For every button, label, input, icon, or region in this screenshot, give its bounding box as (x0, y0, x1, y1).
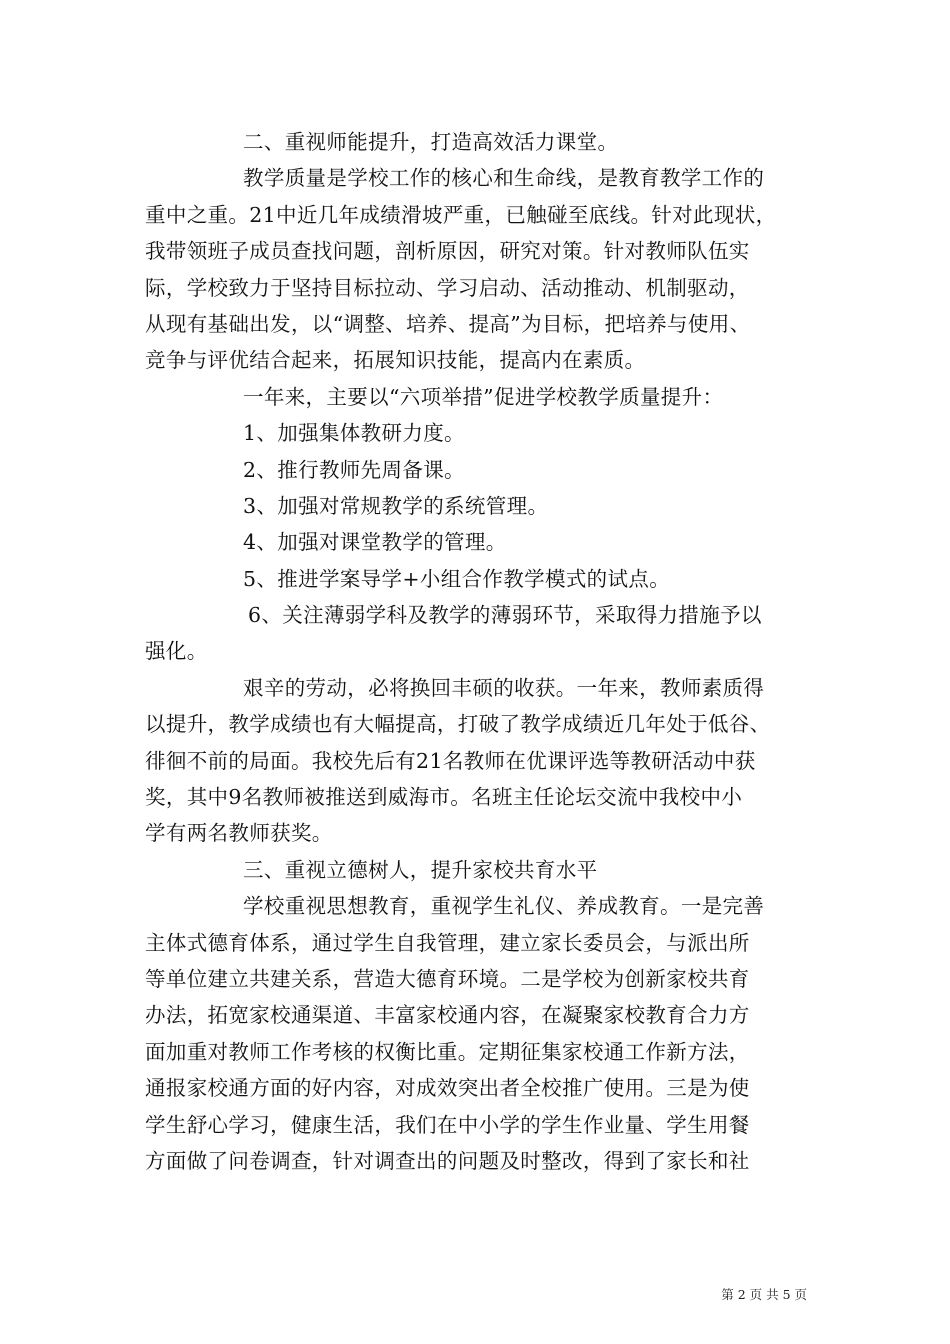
paragraph-line: 通报家校通方面的好内容，对成效突出者全校推广使用。三是为使 (145, 1076, 750, 1101)
section-heading: 三、重视立德树人，提升家校共育水平 (243, 857, 598, 882)
section-heading: 二、重视师能提升，打造高效活力课堂。 (243, 130, 619, 154)
paragraph-line: 办法，拓宽家校通渠道、丰富家校通内容，在凝聚家校教育合力方 (145, 1003, 750, 1028)
paragraph-line: 我带领班子成员查找问题，剖析原因，研究对策。针对教师队伍实 (145, 239, 750, 264)
list-item: 4、加强对课堂教学的管理。 (243, 530, 507, 555)
paragraph-line: 际，学校致力于坚持目标拉动、学习启动、活动推动、机制驱动， (145, 275, 750, 300)
list-item-continuation: 强化。 (145, 639, 208, 664)
paragraph-line: 竞争与评优结合起来，拓展知识技能，提高内在素质。 (145, 348, 646, 373)
list-item: 3、加强对常规教学的系统管理。 (243, 493, 549, 518)
paragraph-line: 教学质量是学校工作的核心和生命线，是教育教学工作的 (243, 166, 765, 191)
paragraph-line: 主体式德育体系，通过学生自我管理，建立家长委员会，与派出所 (145, 930, 750, 955)
paragraph-line: 面加重对教师工作考核的权衡比重。定期征集家校通工作新方法， (145, 1039, 750, 1064)
paragraph-line: 艰辛的劳动，必将换回丰硕的收获。一年来，教师素质得 (243, 675, 765, 700)
paragraph-line: 学校重视思想教育，重视学生礼仪、养成教育。一是完善 (243, 894, 765, 919)
list-item: 1、加强集体教研力度。 (243, 421, 465, 446)
page-number-footer: 第 2 页 共 5 页 (721, 1287, 807, 1302)
paragraph-line: 徘徊不前的局面。我校先后有21名教师在优课评选等教研活动中获 (145, 748, 756, 773)
list-item: 2、推行教师先周备课。 (243, 457, 465, 482)
paragraph-line: 等单位建立共建关系，营造大德育环境。二是学校为创新家校共育 (145, 966, 750, 991)
paragraph-line: 重中之重。21中近几年成绩滑坡严重，已触碰至底线。针对此现状， (145, 202, 777, 227)
document-body (145, 124, 810, 1179)
paragraph-line: 奖，其中9名教师被推送到威海市。名班主任论坛交流中我校中小 (145, 785, 743, 810)
paragraph-line: 学生舒心学习，健康生活，我们在中小学的学生作业量、学生用餐 (145, 1112, 750, 1137)
paragraph-line: 以提升，教学成绩也有大幅提高，打破了教学成绩近几年处于低谷、 (145, 712, 771, 737)
paragraph-line: 学有两名教师获奖。 (145, 821, 333, 846)
list-item: 5、推进学案导学+小组合作教学模式的试点。 (243, 566, 671, 591)
paragraph-line: 从现有基础出发，以“调整、培养、提高”为目标，把培养与使用、 (145, 311, 751, 336)
list-item: 6、关注薄弱学科及教学的薄弱环节，采取得力措施予以 (248, 603, 762, 628)
paragraph-line: 一年来，主要以“六项举措”促进学校教学质量提升： (243, 384, 724, 409)
paragraph-line: 方面做了问卷调查，针对调查出的问题及时整改，得到了家长和社 (145, 1148, 750, 1173)
